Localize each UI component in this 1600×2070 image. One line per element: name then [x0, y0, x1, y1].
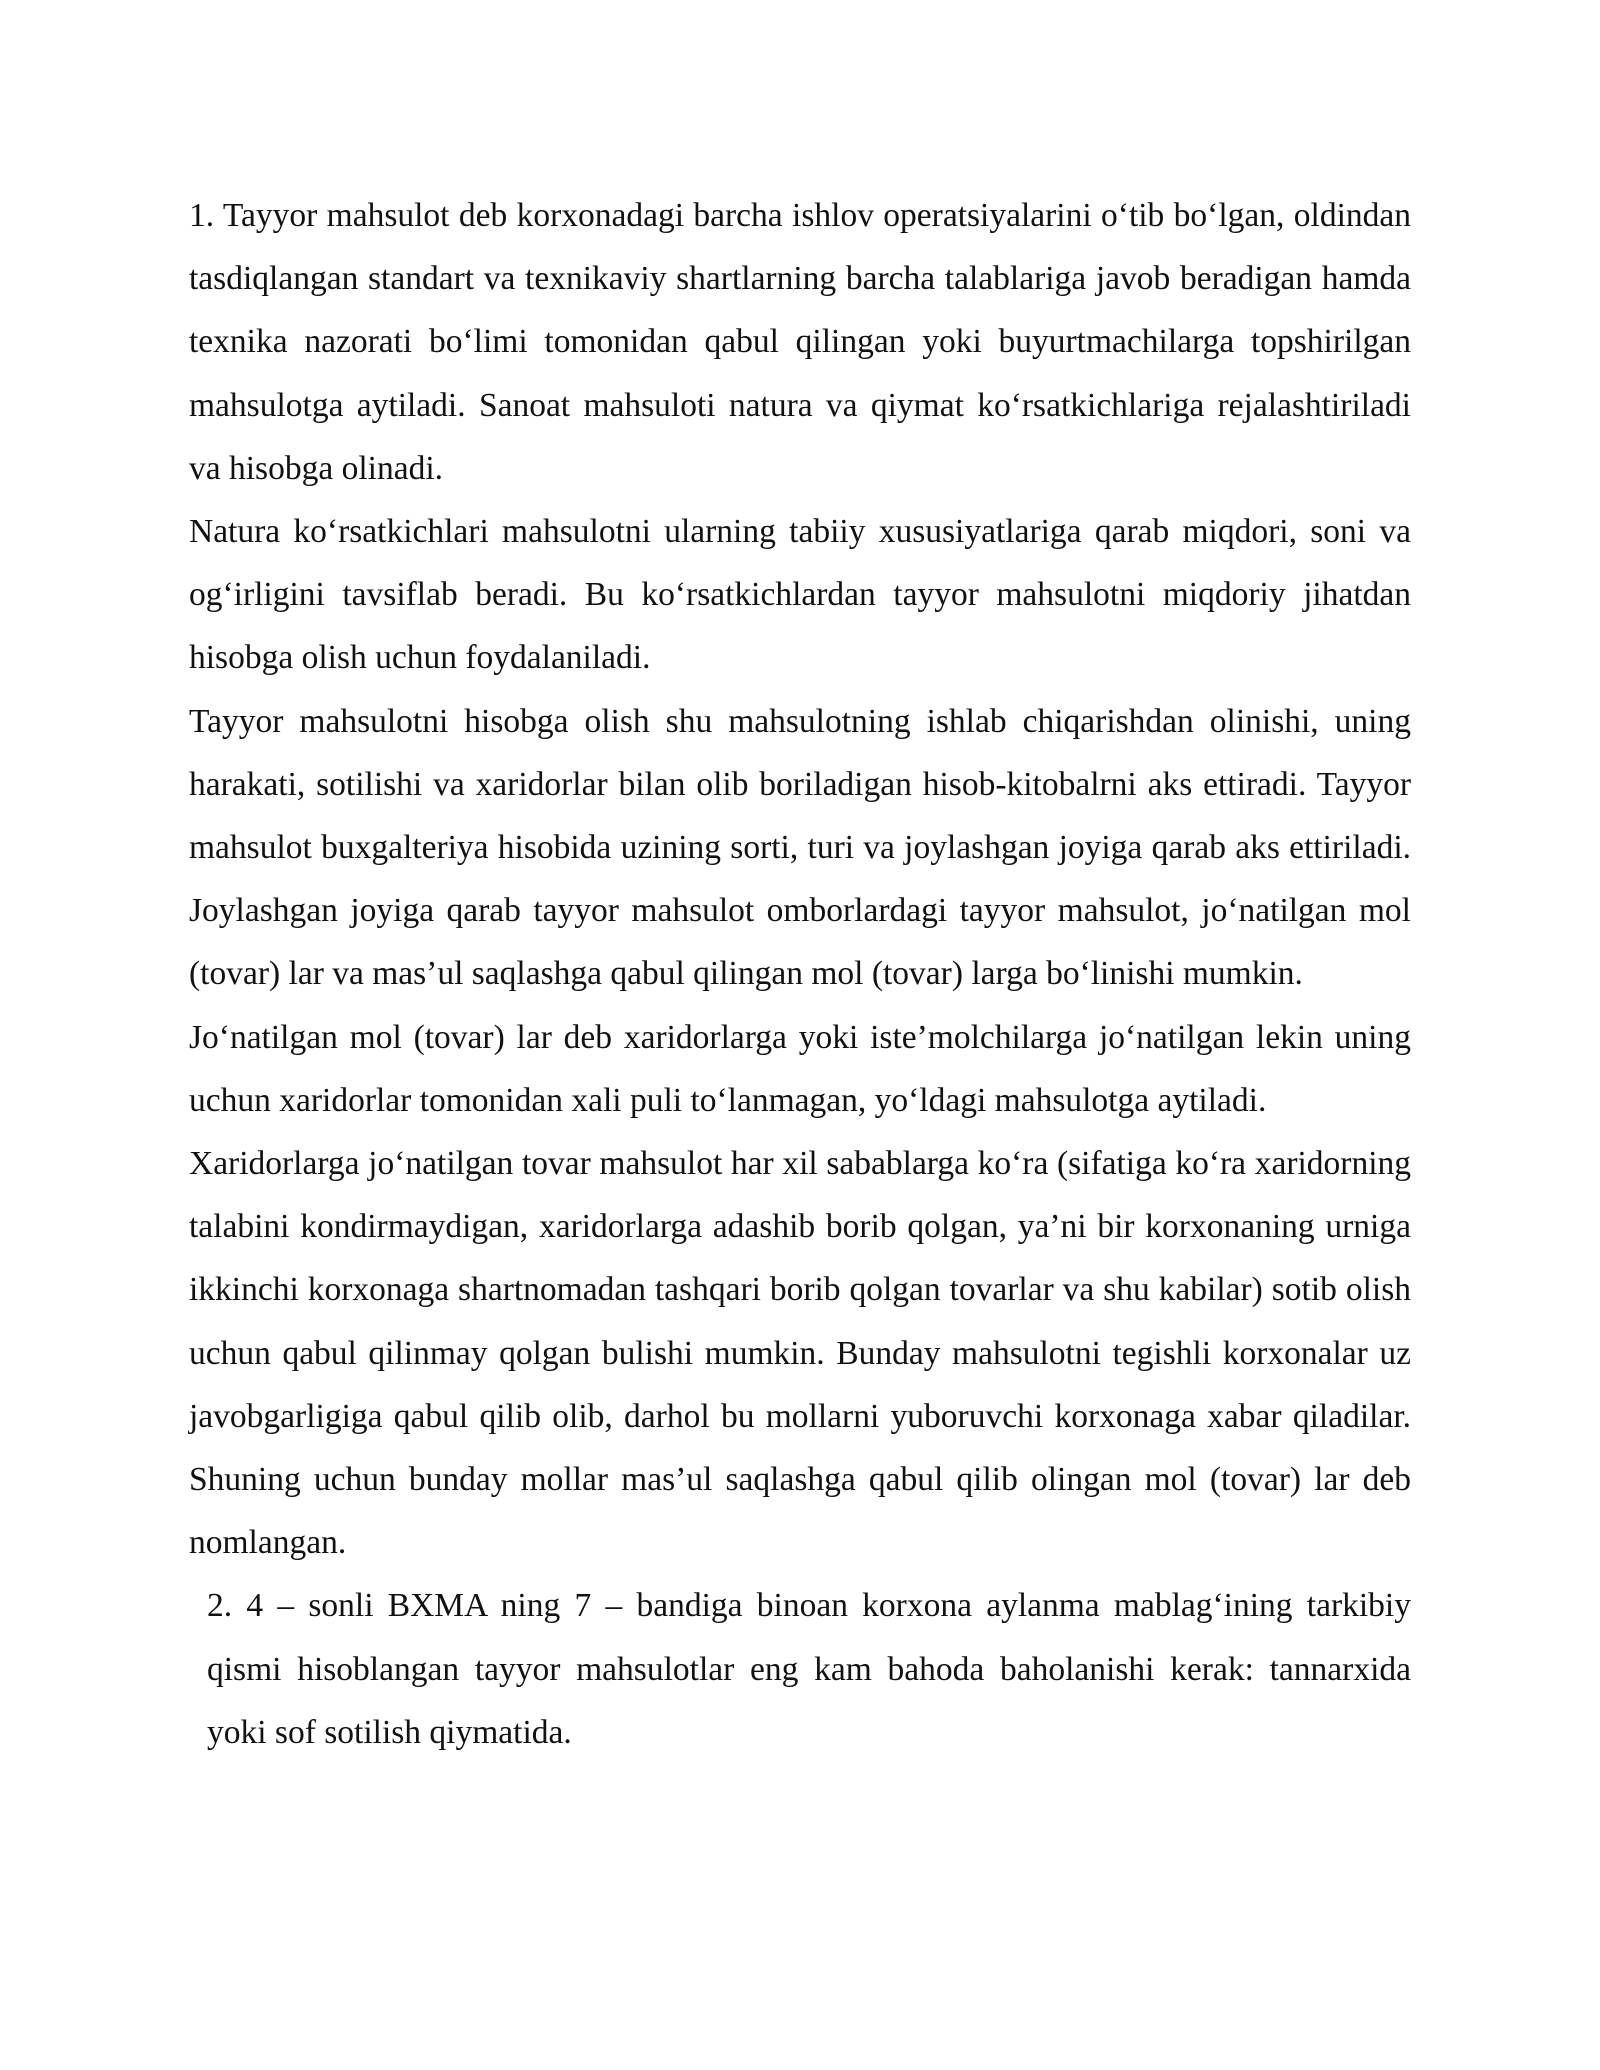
paragraph-1: 1. Tayyor mahsulot deb korxonadagi barcha ishlov operatsiyalarini o‘tib bo‘lgan, oldindan tasdiqlangan standart va texnikaviy shartlarning barcha talablariga javob beradigan hamda texnika nazorati bo‘limi tomonidan qabul qilingan yoki buyurtmachilarga topshirilgan mahsulotga aytiladi. Sanoat mahsuloti natura va qiymat ko‘rsatkichlariga rejalashtiriladi va hisobga olinadi.	[189, 197, 1411, 487]
paragraph-2: Natura ko‘rsatkichlari mahsulotni ularning tabiiy xususiyatlariga qarab miqdori, soni va og‘irligini tavsiflab beradi. Bu ko‘rsatkichlardan tayyor mahsulotni miqdoriy jihatdan hisobga olish uchun foydalaniladi.	[189, 513, 1411, 677]
paragraph-6: 2. 4 – sonli BXMA ning 7 – bandiga binoan korxona aylanma mablag‘ining tarkibiy qismi hisoblangan tayyor mahsulotlar eng kam bahoda baholanishi kerak: tannarxida yoki sof sotilish qiymatida.	[207, 1587, 1411, 1751]
document-page	[189, 184, 1411, 1764]
paragraph-4: Jo‘natilgan mol (tovar) lar deb xaridorlarga yoki iste’molchilarga jo‘natilgan lekin uning uchun xaridorlar tomonidan xali puli to‘lanmagan, yo‘ldagi mahsulotga aytiladi.	[189, 1018, 1411, 1119]
paragraph-5: Xaridorlarga jo‘natilgan tovar mahsulot har xil sabablarga ko‘ra (sifatiga ko‘ra xaridorning talabini kondirmaydigan, xaridorlarga adashib borib qolgan, ya’ni bir korxonaning urniga ikkinchi korxonaga shartnomadan tashqari borib qolgan tovarlar va shu kabilar) sotib olish uchun qabul qilinmay qolgan bulishi mumkin. Bunday mahsulotni tegishli korxonalar uz javobgarligiga qabul qilib olib, darhol bu mollarni yuboruvchi korxonaga xabar qiladilar. Shuning uchun bunday mollar mas’ul saqlashga qabul qilib olingan mol (tovar) lar deb nomlangan.	[189, 1145, 1411, 1562]
paragraph-3: Tayyor mahsulotni hisobga olish shu mahsulotning ishlab chiqarishdan olinishi, uning harakati, sotilishi va xaridorlar bilan olib boriladigan hisob-kitobalrni aks ettiradi. Tayyor mahsulot buxgalteriya hisobida uzining sorti, turi va joylashgan joyiga qarab aks ettiriladi. Joylashgan joyiga qarab tayyor mahsulot omborlardagi tayyor mahsulot, jo‘natilgan mol (tovar) lar va mas’ul saqlashga qabul qilingan mol (tovar) larga bo‘linishi mumkin.	[189, 702, 1411, 993]
